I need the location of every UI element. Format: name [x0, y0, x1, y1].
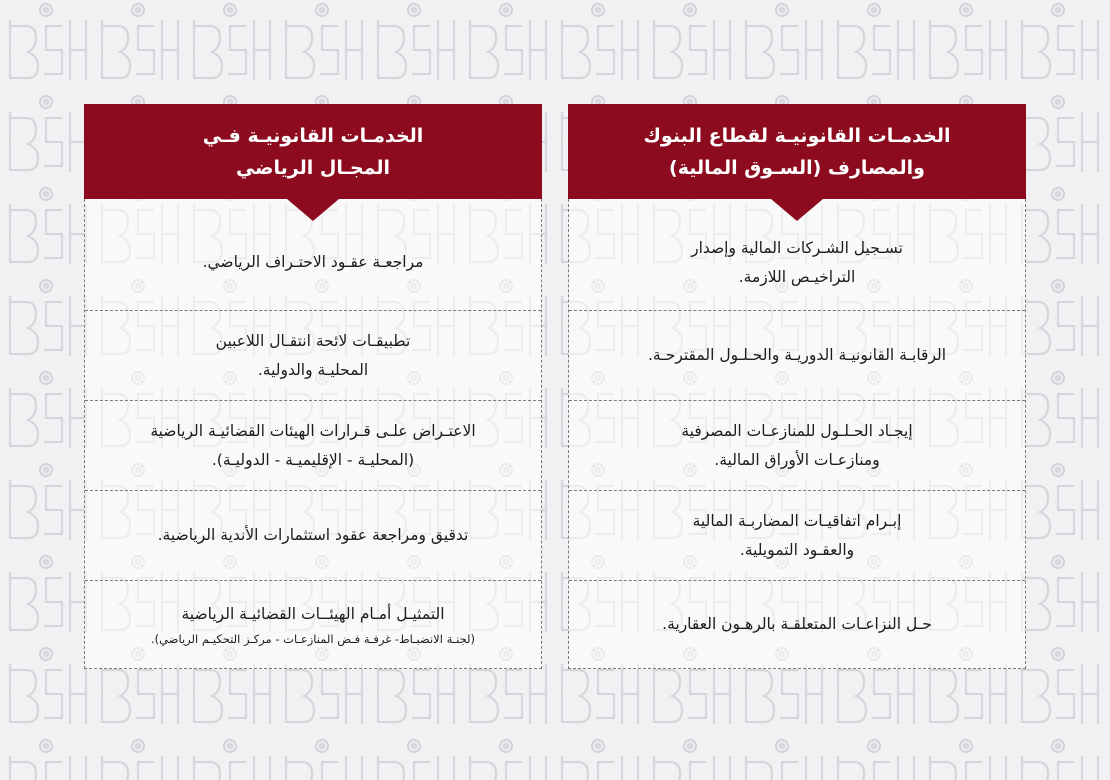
banking-services-header [568, 104, 1026, 199]
item-line2: والعقـود التمويلية. [739, 540, 855, 559]
item-line1: التمثيـل أمـام الهيئــات القضائيـة الرياضية [181, 605, 445, 623]
item-line2-small: (لجنـة الانضبـاط- غرفـة فـض المنازعـات - مركـز التحكيـم الرياضي). [150, 632, 476, 646]
list-item [569, 580, 1025, 668]
item-line1: تدقيق ومراجعة عقود استثمارات الأندية الرياضية. [157, 526, 469, 544]
banking-header-line1: الخدمـات القانونيـة لقطاع البنوك [643, 124, 951, 147]
item-line1: الاعتـراض علـى قـرارات الهيئات القضائيـة الرياضية [150, 421, 476, 440]
item-line1: مراجعـة عقـود الاحتـراف الرياضي. [202, 253, 424, 271]
list-item [85, 490, 541, 580]
item-line2: المحليـة والدولية. [257, 360, 369, 379]
banking-services-list [568, 199, 1026, 669]
item-line1: إيجـاد الحـلـول للمنازعـات المصرفية [681, 421, 913, 440]
item-line1: تسـجيل الشـركات المالية وإصدار [691, 238, 903, 257]
sports-header-line1: الخدمـات القانونيـة فـي [202, 124, 424, 147]
list-item [569, 310, 1025, 400]
banking-header-line2: والمصارف (السـوق المالية) [669, 156, 925, 179]
list-item [85, 400, 541, 490]
header-notch [771, 199, 823, 221]
sports-services-header [84, 104, 542, 199]
list-item [85, 310, 541, 400]
item-line2: (المحليـة - الإقليميـة - الدوليـة). [211, 450, 415, 469]
item-line1: حـل النزاعـات المتعلقـة بالرهـون العقارية. [662, 615, 932, 633]
list-item [569, 400, 1025, 490]
header-notch [287, 199, 339, 221]
item-line1: تطبيقـات لائحة انتقـال اللاعبين [215, 331, 411, 350]
item-line1: إبـرام اتفاقيـات المضاربـة المالية [692, 511, 902, 530]
sports-header-line2: المجـال الرياضي [235, 156, 391, 179]
list-item [85, 580, 541, 668]
item-line2: التراخيـص اللازمة. [738, 267, 856, 286]
list-item [569, 490, 1025, 580]
banking-services-column [568, 104, 1026, 669]
item-line2: ومنازعـات الأوراق المالية. [714, 450, 880, 469]
sports-services-list [84, 199, 542, 669]
sports-services-column [84, 104, 542, 669]
item-line1: الرقابـة القانونيـة الدوريـة والحـلـول المقترحـة. [647, 346, 947, 364]
